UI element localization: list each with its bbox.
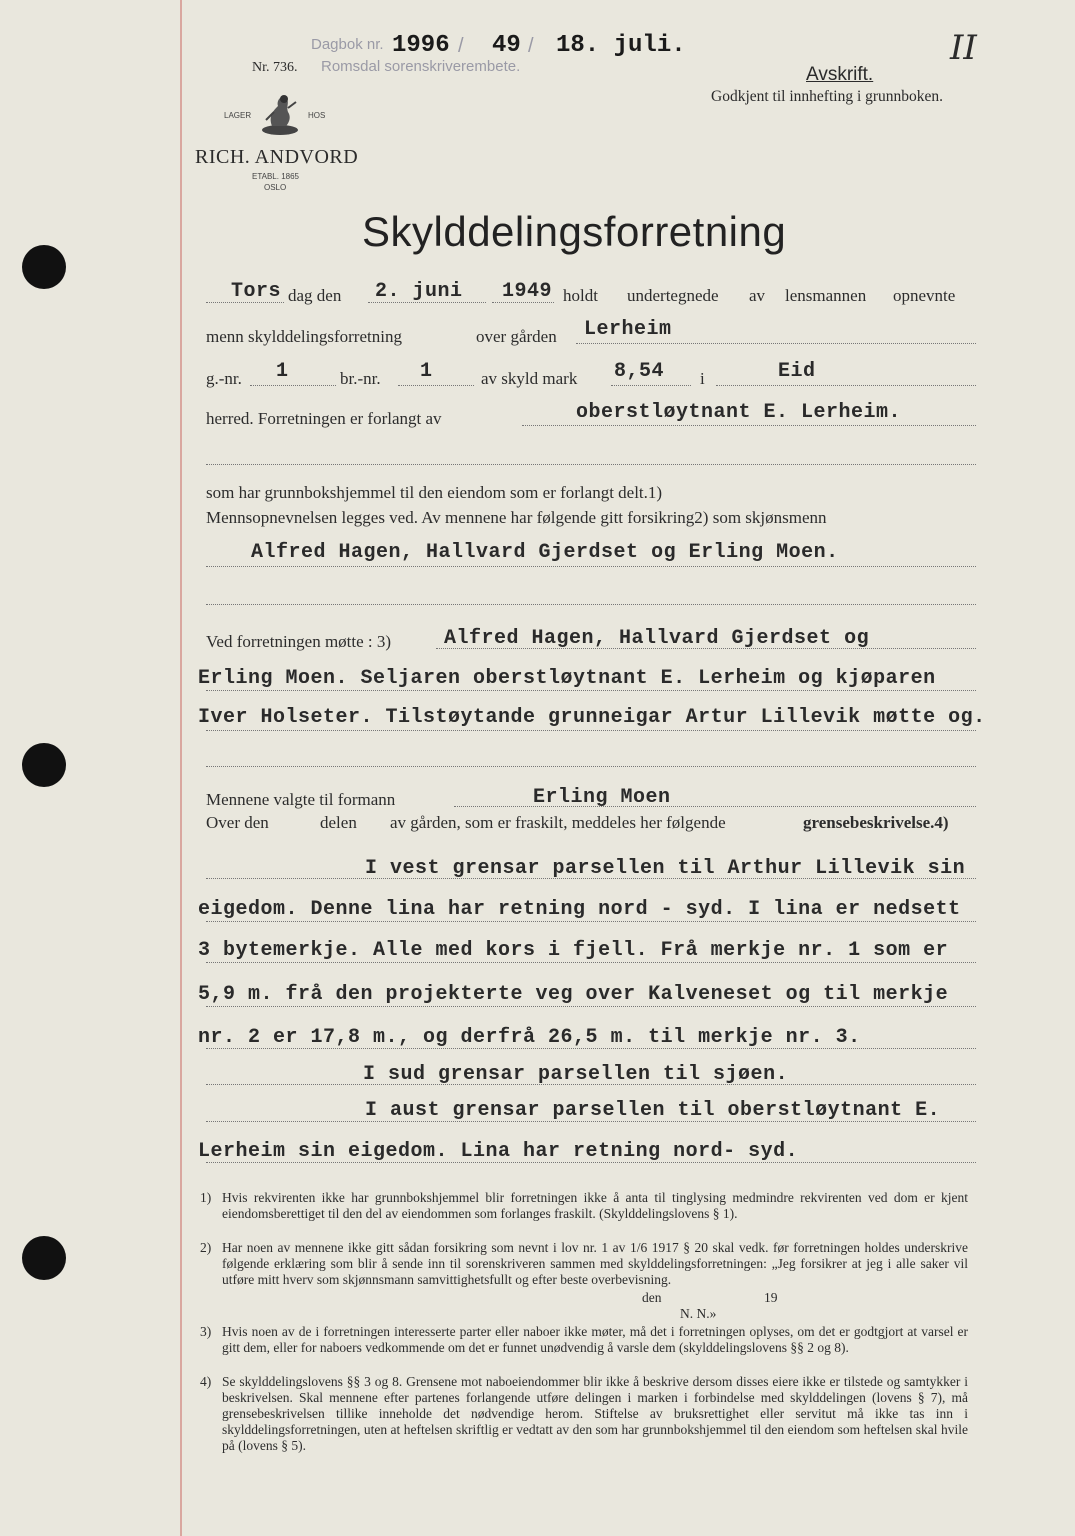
label-herred: herred. Forretningen er forlangt av — [206, 409, 442, 428]
publisher-lager: LAGER — [224, 111, 252, 120]
label-menn: menn skylddelingsforretning — [206, 327, 402, 346]
label-fraskilt: av gården, som er fraskilt, meddeles her følgende — [390, 813, 726, 832]
stamp-separator: / — [528, 35, 534, 57]
copy-label: Avskrift. — [806, 64, 874, 85]
boundary-line-8: Lerheim sin eigedom. Lina har retning nord- syd. — [198, 1140, 799, 1163]
label-brnr: br.-nr. — [340, 369, 381, 388]
field-mark: 8,54 — [614, 360, 665, 383]
punch-hole-bottom — [22, 1236, 66, 1280]
footnote-number: 1) — [200, 1190, 212, 1205]
boundary-line-1: I vest grensar parsellen til Arthur Lillevik sin — [365, 857, 966, 880]
publisher-hos: HOS — [308, 111, 326, 120]
approval-text: Godkjent til innhefting i grunnboken. — [711, 88, 944, 105]
publisher-established: ETABL. 1865 — [252, 172, 299, 181]
margin-rule — [180, 0, 182, 1536]
page-mark: II — [950, 28, 977, 68]
footnote-number: 4) — [200, 1374, 212, 1389]
boundary-line-4: 5,9 m. frå den projekterte veg over Kalveneset og til merkje — [198, 983, 949, 1006]
footnote-number: 2) — [200, 1240, 212, 1255]
publisher-city: OSLO — [264, 183, 287, 192]
label-opnevnte: opnevnte — [893, 286, 956, 305]
attendees-line-1: Alfred Hagen, Hallvard Gjerdset og — [444, 627, 870, 650]
footnote-2-signature: N. N.» — [680, 1306, 717, 1321]
document-title: Skylddelingsforretning — [362, 208, 787, 255]
label-gnr: g.-nr. — [206, 369, 242, 388]
footnote-number: 3) — [200, 1324, 212, 1339]
label-delen: delen — [320, 813, 357, 832]
stamp-year: 49 — [492, 32, 521, 59]
label-grensebeskrivelse: grensebeskrivelse.4) — [803, 813, 949, 832]
attendees-line-3: Iver Holseter. Tilstøytande grunneigar Artur Lillevik møtte og. — [198, 706, 986, 729]
attendees-line-2: Erling Moen. Seljaren oberstløytnant E. Lerheim og kjøparen — [198, 667, 936, 690]
label-dag-den: dag den — [288, 286, 342, 305]
boundary-line-6: I sud grensar parsellen til sjøen. — [363, 1063, 789, 1086]
label-i: i — [700, 369, 705, 388]
publisher-name: RICH. ANDVORD — [195, 146, 359, 168]
field-municipality: Eid — [778, 360, 816, 383]
label-over-den: Over den — [206, 813, 269, 832]
footnote-2-year: 19 — [764, 1290, 778, 1305]
label-grunnbok: som har grunnbokshjemmel til den eiendom som er forlangt delt.1) — [206, 483, 663, 502]
label-mennsop: Mennsopnevnelsen legges ved. Av mennene har følgende gitt forsikring2) som skjønsmenn — [206, 508, 827, 527]
label-mote: Ved forretningen møtte : 3) — [206, 632, 392, 651]
field-gnr: 1 — [276, 360, 289, 383]
footnote-text: Har noen av mennene ikke gitt sådan forsikring som nevnt i lov nr. 1 av 1/6 1917 § 20 skal vedk. før forretningen holdes underskrive følgende erklæring som blir å sende inn til sorenskriveren sammen med skylddelingsforretningen: „Jeg forsikrer at jeg i alle saker vil utføre mitt hverv som skjønnsmann samvittighetsfullt og efter beste overbevisning. — [222, 1240, 968, 1287]
stamp-date: 18. juli. — [556, 32, 686, 59]
field-chairman: Erling Moen — [533, 786, 671, 809]
label-over-garden: over gården — [476, 327, 557, 346]
boundary-line-3: 3 bytemerkje. Alle med kors i fjell. Frå merkje nr. 1 som er — [198, 939, 949, 962]
boundary-line-7: I aust grensar parsellen til oberstløytnant E. — [365, 1099, 941, 1122]
footnote-text: Hvis noen av de i forretningen interesserte parter eller naboer ikke møter, må det i forretningen oplyses, om det er godtgjort at varsel er gitt dem, eller for naboers vedkommende om det er funnet unødvendig å varsle dem (skylddelingslovens §§ 2 og 8). — [222, 1324, 968, 1355]
boundary-line-2: eigedom. Denne lina har retning nord - syd. I lina er nedsett — [198, 898, 961, 921]
field-brnr: 1 — [420, 360, 433, 383]
punch-hole-middle — [22, 743, 66, 787]
label-formann: Mennene valgte til formann — [206, 790, 396, 809]
stamp-number: 1996 — [392, 32, 450, 59]
publisher-emblem-icon — [258, 90, 302, 138]
label-lensmannen: lensmannen — [785, 286, 867, 305]
field-farm: Lerheim — [584, 318, 672, 341]
footnote-text: Se skylddelingslovens §§ 3 og 8. Grensene mot naboeiendommer blir ikke å beskrive dersom disses eiere ikke er tilstede og samtykker i beskrivelsen. Skal mennene efter partenes forlangende utføre delingen i marken i forbindelse med skylddelingen (lovens § 7), må grensebeskrivelsen tillike inneholde det nødvendige herom. Stiftelse av bruksrettighet eller servitut må ikke tas inn i skylddelingsforretningen, uten at heftelsen skriftlig er vedtatt av den som har grunnbokshjemmel til den eiendom som heftelsen skal hvile på (lovens § 5). — [222, 1374, 968, 1453]
field-date: 2. juni — [375, 280, 463, 303]
field-year: 1949 — [502, 280, 553, 303]
stamp-office: Romsdal sorenskriverembete. — [321, 58, 521, 75]
form-number: Nr. 736. — [252, 60, 298, 75]
label-holdt: holdt — [563, 286, 598, 305]
field-day: Tors — [231, 280, 282, 303]
boundary-line-5: nr. 2 er 17,8 m., og derfrå 26,5 m. til merkje nr. 3. — [198, 1026, 861, 1049]
stamp-register-label: Dagbok nr. — [311, 36, 384, 53]
stamp-separator: / — [458, 35, 464, 57]
footnote-text: Hvis rekvirenten ikke har grunnbokshjemmel blir forretningen ikke å anta til tinglysing medmindre rekvirenten ved dom er kjent eiendomsberettiget til den del av eiendommen som forlanges fraskilt. (Skylddelingslovens § 1). — [222, 1190, 968, 1221]
label-av: av — [749, 286, 766, 305]
punch-hole-top — [22, 245, 66, 289]
label-av-skyld-mark: av skyld mark — [481, 369, 578, 388]
label-undertegnede: undertegnede — [627, 286, 719, 305]
field-assessors: Alfred Hagen, Hallvard Gjerdset og Erling Moen. — [251, 541, 839, 564]
field-requested-by: oberstløytnant E. Lerheim. — [576, 401, 902, 424]
footnote-2-den: den — [642, 1290, 662, 1305]
